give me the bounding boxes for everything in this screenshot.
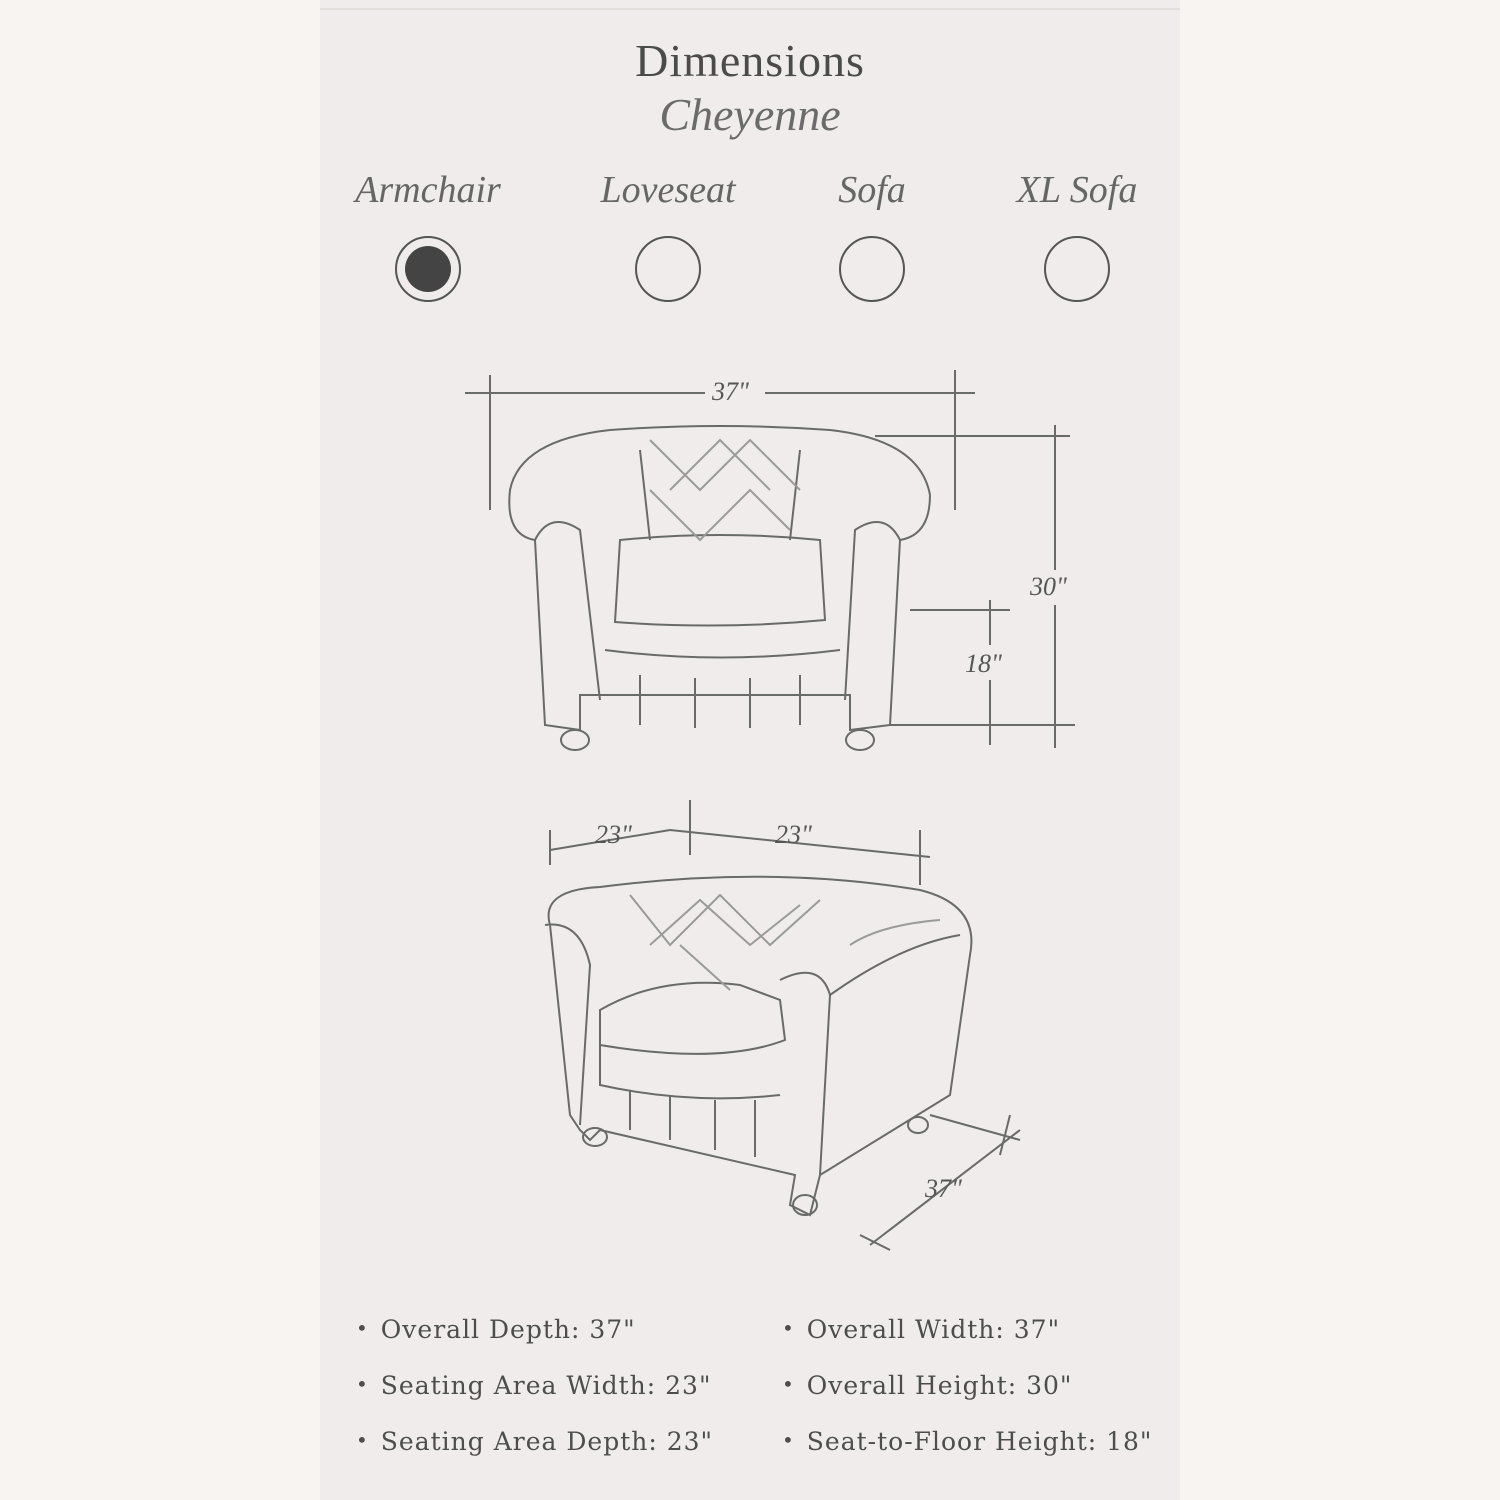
radio-sofa[interactable]	[839, 236, 905, 302]
spec-item: • Seating Area Width: 23"	[356, 1371, 712, 1400]
radio-loveseat[interactable]	[635, 236, 701, 302]
front-view-drawing	[450, 360, 1090, 760]
dimensions-panel	[320, 0, 1180, 1500]
page-title: Dimensions	[635, 35, 865, 86]
option-label-armchair: Armchair	[355, 169, 501, 211]
spec-item: • Overall Width: 37"	[782, 1315, 1061, 1344]
divider	[320, 8, 1180, 10]
angled-depth-label: 37"	[925, 1174, 962, 1203]
specs-left-column	[356, 1308, 713, 1476]
specs-right-column	[782, 1308, 1152, 1476]
radio-xl-sofa[interactable]	[1044, 236, 1110, 302]
front-width-label: 37"	[712, 377, 749, 406]
option-label-loveseat: Loveseat	[600, 169, 736, 211]
angled-seat-width-left-label: 23"	[595, 820, 632, 849]
angled-seat-width-right-label: 23"	[775, 820, 812, 849]
front-seat-height-label: 18"	[965, 649, 1002, 678]
radio-armchair[interactable]	[395, 236, 461, 302]
front-height-label: 30"	[1030, 572, 1067, 601]
option-label-xl-sofa: XL Sofa	[1016, 169, 1138, 211]
angled-view-drawing	[520, 795, 1040, 1255]
spec-item: • Overall Depth: 37"	[356, 1315, 636, 1344]
spec-item: • Seating Area Depth: 23"	[356, 1427, 714, 1456]
option-label-sofa: Sofa	[838, 169, 906, 211]
product-name: Cheyenne	[659, 89, 841, 140]
spec-item: • Seat-to-Floor Height: 18"	[782, 1427, 1153, 1456]
spec-item: • Overall Height: 30"	[782, 1371, 1073, 1400]
